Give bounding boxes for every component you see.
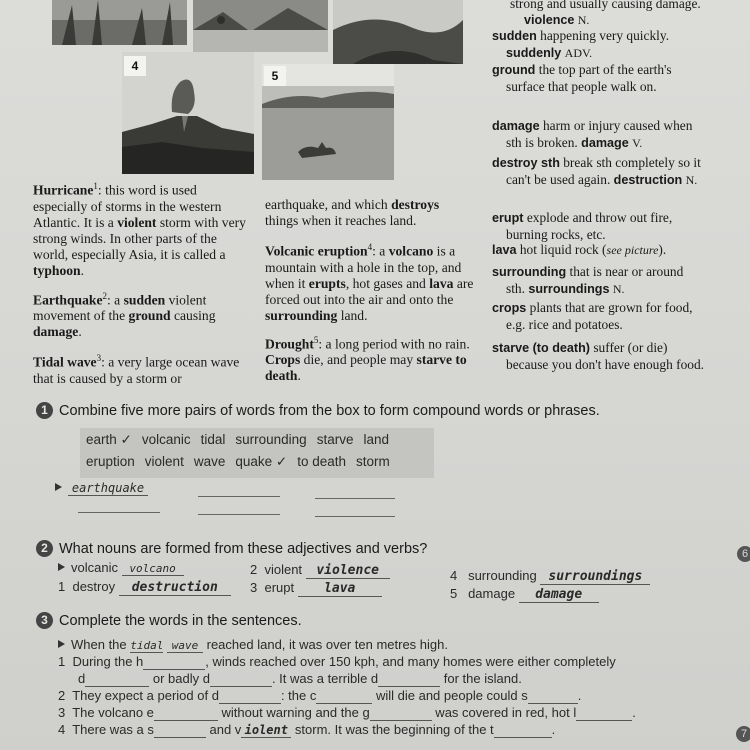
item-2-number: 2 bbox=[250, 562, 258, 577]
word-sudden: sudden bbox=[123, 292, 166, 308]
item-1-answer[interactable]: destruction bbox=[119, 580, 231, 596]
item-2-word: violent bbox=[264, 562, 303, 577]
word-box-word: wave bbox=[193, 454, 226, 469]
s3-blank-2[interactable] bbox=[370, 705, 432, 721]
item-5-number: 5 bbox=[450, 586, 458, 601]
entry-tidal-wave-cont bbox=[265, 197, 475, 229]
word-destroys: destroys bbox=[391, 197, 440, 212]
exercise-2-item-3 bbox=[250, 580, 382, 597]
glossary-part-of-speech: N. bbox=[612, 281, 625, 296]
entry-volcanic-eruption bbox=[265, 239, 475, 324]
s3-d: . bbox=[632, 705, 636, 720]
volcanic-text-d: are forced out into the air and onto the bbox=[265, 275, 474, 307]
word-surrounding: surrounding bbox=[265, 307, 338, 323]
s2-b: : the c bbox=[280, 688, 317, 703]
s2-a: They expect a period of d bbox=[72, 688, 219, 703]
glossary-entry bbox=[492, 28, 704, 61]
exercise-3-sentence-1-cont bbox=[78, 671, 522, 687]
exercise-3-number: 3 bbox=[36, 612, 53, 629]
tidal-text: : a very large ocean wave that is caused by a storm or bbox=[33, 354, 240, 386]
word-box-word: storm bbox=[356, 454, 390, 469]
side-badge-7: 7 bbox=[736, 726, 750, 742]
term-earthquake: Earthquake bbox=[33, 292, 103, 308]
column-middle bbox=[265, 197, 475, 387]
s1-blank-4[interactable] bbox=[378, 671, 440, 687]
ex3-example-word-2: wave bbox=[167, 639, 203, 653]
glossary-headword: damage bbox=[492, 119, 540, 133]
glossary-definition: explode and throw out fire, burning rocks, etc. bbox=[506, 210, 673, 242]
earthquake-text-b: violent movement of the bbox=[33, 292, 207, 324]
photo-hurricane-street bbox=[52, 0, 187, 45]
cont-text-b: things when it reaches land. bbox=[265, 213, 417, 228]
photo-hurricane-street-image bbox=[52, 0, 187, 45]
item-3-answer[interactable]: lava bbox=[298, 581, 382, 597]
footnote-4: 4 bbox=[367, 242, 373, 252]
example-arrow-icon bbox=[58, 563, 65, 571]
exercise-1-example-answer: earthquake bbox=[68, 481, 148, 496]
glossary-definition: plants that are grown for food, e.g. rice and potatoes. bbox=[506, 300, 693, 332]
exercise-1-instruction: Combine five more pairs of words from the box to form compound words or phrases. bbox=[59, 403, 600, 419]
glossary-related-word: destruction bbox=[613, 172, 683, 187]
s4-handwritten-answer[interactable]: iolent bbox=[241, 723, 291, 738]
cont-text-a: earthquake, and which bbox=[265, 197, 392, 212]
item-4-answer[interactable]: surroundings bbox=[540, 569, 650, 585]
column-left bbox=[33, 178, 251, 390]
glossary-entry bbox=[510, 0, 722, 28]
earthquake-text-a: : a bbox=[107, 292, 124, 308]
s2-blank-3[interactable] bbox=[528, 688, 578, 704]
footnote-5: 5 bbox=[313, 334, 319, 345]
word-box-word: eruption bbox=[86, 454, 135, 469]
glossary-definition: break sth completely so it can't be used again. bbox=[506, 155, 701, 187]
ex3-example-a: When the bbox=[71, 637, 131, 652]
example-arrow-icon bbox=[55, 483, 62, 491]
glossary-italic-note: see picture bbox=[606, 243, 659, 257]
word-violent: violent bbox=[117, 214, 157, 230]
exercise-2-item-2 bbox=[250, 562, 390, 579]
exercise-3-example bbox=[58, 637, 448, 653]
s1-b: , winds reached over 150 kph, and many homes were either completely bbox=[205, 654, 616, 669]
exercise-3-sentence-2 bbox=[58, 688, 581, 704]
word-crops: Crops bbox=[265, 352, 301, 368]
glossary-entry bbox=[492, 340, 704, 372]
s4-c: storm. It was the beginning of the t bbox=[291, 722, 494, 737]
s1-blank-2[interactable] bbox=[85, 671, 149, 687]
word-erupts: erupts bbox=[308, 275, 346, 291]
exercise-2-item-1 bbox=[58, 579, 231, 596]
s4-number: 4 bbox=[58, 722, 66, 737]
glossary-headword: surrounding bbox=[492, 265, 567, 279]
term-tidal-wave: Tidal wave bbox=[33, 354, 97, 370]
glossary-entry bbox=[492, 118, 704, 151]
glossary-entry bbox=[492, 62, 704, 94]
photo-tidal-wave-image bbox=[333, 0, 463, 64]
item-5-word: damage bbox=[468, 586, 516, 601]
word-box-row-1 bbox=[86, 432, 399, 448]
glossary-entry bbox=[492, 300, 704, 332]
glossary-entry bbox=[492, 264, 704, 297]
exercise-1-blank-4[interactable] bbox=[198, 514, 280, 515]
item-3-word: erupt bbox=[264, 580, 295, 595]
ex3-example-b: reached land, it was over ten metres high. bbox=[203, 637, 448, 652]
exercise-1-blank-5[interactable] bbox=[315, 516, 395, 517]
volcanic-text-e: land. bbox=[337, 307, 368, 323]
word-box-word: surrounding bbox=[235, 432, 307, 447]
glossary-related-word: suddenly bbox=[506, 45, 562, 60]
footnote-3: 3 bbox=[96, 353, 102, 364]
word-box-word: quake ✓ bbox=[235, 454, 288, 469]
exercise-2-example bbox=[58, 560, 184, 576]
exercise-2-item-5 bbox=[450, 586, 599, 603]
s4-blank-2[interactable] bbox=[494, 722, 552, 738]
exercise-3-sentence-1 bbox=[58, 654, 616, 670]
s1-blank-3[interactable] bbox=[210, 671, 272, 687]
word-volcano: volcano bbox=[388, 243, 434, 259]
term-hurricane: Hurricane bbox=[33, 182, 94, 198]
item-4-word: surrounding bbox=[468, 568, 537, 583]
s4-blank-1[interactable] bbox=[154, 722, 206, 738]
item-4-number: 4 bbox=[450, 568, 458, 583]
word-damage: damage bbox=[33, 324, 79, 340]
entry-tidal-wave bbox=[33, 350, 251, 387]
ex3-example-word-1: tidal bbox=[130, 639, 164, 652]
photo-volcano bbox=[122, 52, 254, 174]
photo-5-number: 5 bbox=[264, 66, 286, 86]
exercise-3-heading bbox=[36, 612, 302, 629]
word-box-word: earth ✓ bbox=[86, 432, 132, 447]
glossary-headword: destroy sth bbox=[492, 156, 560, 170]
exercise-1-blank-1[interactable] bbox=[198, 496, 280, 497]
photo-flooded-town-image bbox=[193, 0, 328, 52]
entry-drought bbox=[265, 332, 475, 385]
earthquake-end: . bbox=[78, 324, 82, 340]
exercise-1-example bbox=[55, 480, 148, 496]
s1-number: 1 bbox=[58, 654, 66, 669]
s3-b: without warning and the g bbox=[217, 705, 370, 720]
glossary-part-of-speech: N. bbox=[685, 172, 698, 187]
entry-hurricane bbox=[33, 178, 251, 279]
word-starve-to-death: starve to death bbox=[265, 352, 467, 384]
exercise-1-blank-2[interactable] bbox=[315, 498, 395, 499]
term-volcanic-eruption: Volcanic eruption bbox=[265, 243, 368, 259]
hurricane-end: . bbox=[80, 262, 85, 278]
word-box-word: volcanic bbox=[141, 432, 191, 447]
s3-c: was covered in red, hot l bbox=[431, 705, 577, 720]
s4-b: and v bbox=[205, 722, 242, 737]
word-box-word: starve bbox=[316, 432, 354, 447]
glossary-entry bbox=[492, 242, 704, 259]
s2-d: . bbox=[577, 688, 582, 703]
s2-c: will die and people could s bbox=[372, 688, 528, 703]
s3-blank-1[interactable] bbox=[154, 705, 218, 721]
glossary-definition: harm or injury caused when sth is broken. bbox=[506, 118, 693, 150]
glossary-related-word: surroundings bbox=[528, 281, 610, 296]
glossary-definition: the top part of the earth's surface that people walk on. bbox=[506, 62, 672, 94]
photo-tidal-wave bbox=[333, 0, 463, 64]
item-5-answer[interactable]: damage bbox=[519, 587, 599, 603]
drought-end: . bbox=[297, 368, 301, 384]
glossary-headword: ground bbox=[492, 63, 536, 77]
photo-drought bbox=[262, 64, 394, 180]
glossary-after: ). bbox=[658, 242, 667, 257]
exercise-2-item-4 bbox=[450, 568, 650, 585]
s2-blank-1[interactable] bbox=[219, 688, 281, 704]
glossary-definition: suffer (or die) because you don't have enough food. bbox=[506, 340, 705, 372]
exercise-1-heading bbox=[36, 402, 600, 419]
s2-blank-2[interactable] bbox=[316, 688, 372, 704]
glossary-part-of-speech: ADV. bbox=[564, 45, 593, 60]
example-arrow-icon bbox=[58, 640, 65, 648]
word-box-word: land bbox=[363, 432, 389, 447]
glossary-entry bbox=[492, 210, 704, 242]
side-badge-6: 6 bbox=[737, 546, 750, 562]
glossary-entry bbox=[492, 155, 704, 188]
s2-number: 2 bbox=[58, 688, 66, 703]
footnote-2: 2 bbox=[102, 290, 107, 301]
volcanic-text-b: is a mountain with a hole in the top, and when it bbox=[265, 243, 462, 291]
glossary-headword: sudden bbox=[492, 29, 537, 43]
s3-a: The volcano e bbox=[72, 705, 154, 720]
exercise-2-instruction: What nouns are formed from these adjectives and verbs? bbox=[59, 541, 428, 557]
s4-d: . bbox=[551, 722, 556, 737]
item-2-answer[interactable]: violence bbox=[306, 563, 390, 579]
word-typhoon: typhoon bbox=[33, 262, 81, 278]
word-box-word: to death bbox=[297, 454, 346, 469]
exercise-3-instruction: Complete the words in the sentences. bbox=[59, 613, 302, 629]
s3-number: 3 bbox=[58, 705, 66, 720]
s3-blank-3[interactable] bbox=[576, 705, 632, 721]
item-1-word: destroy bbox=[72, 579, 116, 594]
glossary-part-of-speech: V. bbox=[632, 135, 643, 150]
hurricane-text-a: : this word is used especially of storms in the western Atlantic. It is a bbox=[33, 182, 222, 230]
glossary-related-word: violence bbox=[524, 12, 575, 27]
glossary-related-word: damage bbox=[581, 135, 629, 150]
glossary-part-of-speech: N. bbox=[577, 12, 590, 27]
s4-a: There was a s bbox=[72, 722, 154, 737]
exercise-2-number: 2 bbox=[36, 540, 53, 557]
exercise-3-sentence-4 bbox=[58, 722, 555, 738]
glossary-definition: that is near or around sth. bbox=[506, 264, 684, 296]
photo-flooded-town bbox=[193, 0, 328, 52]
exercise-3-sentence-3 bbox=[58, 705, 636, 721]
drought-text-b: die, and people may bbox=[300, 352, 417, 368]
item-1-number: 1 bbox=[58, 579, 66, 594]
exercise-1-blank-3[interactable] bbox=[78, 512, 160, 513]
exercise-2-heading bbox=[36, 540, 427, 557]
earthquake-text-c: causing bbox=[170, 308, 216, 324]
word-box-word: violent bbox=[144, 454, 184, 469]
s1-blank-1[interactable] bbox=[143, 654, 205, 670]
hurricane-text-b: storm with very strong winds. In other parts of the world, especially Asia, it is called a bbox=[33, 214, 246, 262]
glossary-headword: crops bbox=[492, 301, 527, 315]
word-box-word: tidal bbox=[200, 432, 226, 447]
word-box-row-2 bbox=[86, 454, 400, 470]
glossary-definition: strong and usually causing damage. bbox=[510, 0, 701, 11]
word-ground: ground bbox=[128, 308, 171, 324]
entry-earthquake bbox=[33, 288, 251, 341]
term-drought: Drought bbox=[265, 336, 314, 352]
glossary-definition: hot liquid rock ( bbox=[516, 242, 607, 257]
volcanic-text-a: : a bbox=[372, 243, 389, 259]
s1-e: . It was a terrible d bbox=[271, 671, 379, 686]
exercise-2-example-label: volcanic bbox=[71, 560, 118, 575]
glossary-headword: starve (to death) bbox=[492, 341, 590, 355]
item-3-number: 3 bbox=[250, 580, 258, 595]
s1-a: During the h bbox=[72, 654, 144, 669]
footnote-1: 1 bbox=[93, 181, 98, 191]
exercise-2-example-answer: volcano bbox=[122, 562, 184, 576]
s1-f: for the island. bbox=[440, 671, 522, 686]
s1-c: d bbox=[78, 671, 86, 686]
photo-4-number: 4 bbox=[124, 56, 146, 76]
glossary-definition: happening very quickly. bbox=[536, 28, 670, 43]
drought-text-a: : a long period with no rain. bbox=[318, 336, 470, 352]
glossary-headword: erupt bbox=[492, 211, 524, 225]
s1-d: or badly d bbox=[149, 671, 210, 686]
glossary-headword: lava bbox=[492, 243, 517, 257]
volcanic-text-c: , hot gases and bbox=[345, 275, 430, 291]
word-box bbox=[80, 428, 434, 478]
word-lava: lava bbox=[429, 275, 454, 291]
exercise-1-number: 1 bbox=[36, 402, 53, 419]
